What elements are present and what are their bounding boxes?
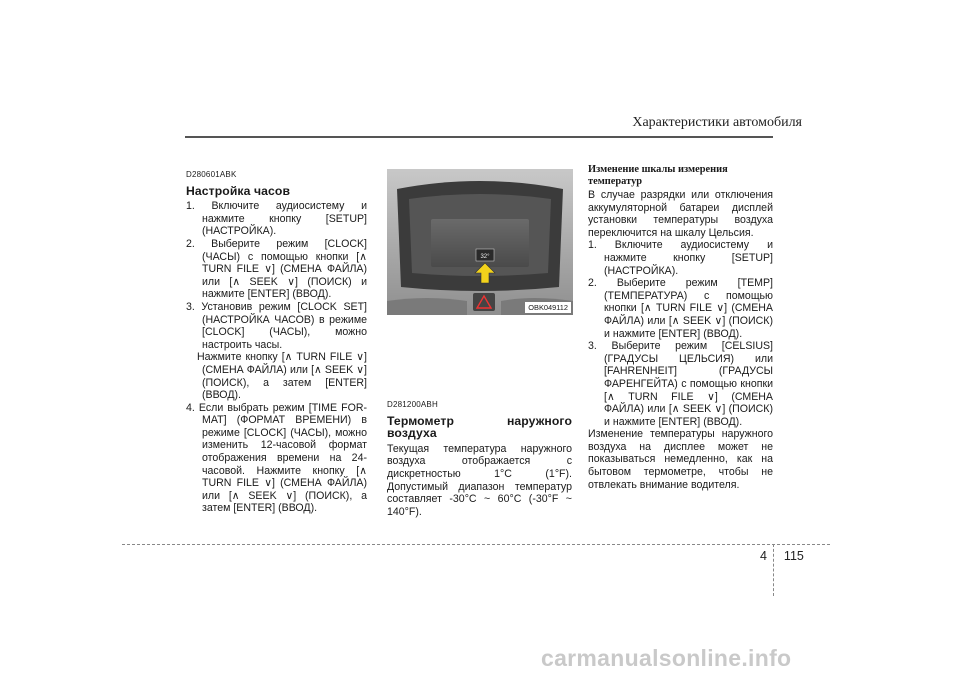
page-value: 115 — [783, 549, 804, 563]
footer-rule — [122, 544, 830, 545]
header-rule — [185, 136, 773, 138]
list-item: 2. Выберите режим [TEMP] (ТЕМПЕРАТУРА) с помощью кнопки [∧ TURN FILE ∨] (СМЕНА ФАЙЛА) или [∧ SEEK ∨] (ПОИСК) и нажмите [ENTER] (ВВОД). — [588, 277, 773, 340]
figure-code: OBK049112 — [525, 302, 571, 313]
scale-section — [588, 164, 773, 491]
display-figure — [387, 169, 573, 315]
scale-heading: Изменение шкалы измерения температур — [588, 164, 728, 187]
watermark-text: carmanualsonline.info — [541, 645, 792, 671]
list-item: 3. Установив режим [CLOCK SET] (НАСТРОЙКА ЧАСОВ) в режиме [CLOCK] (ЧАСЫ), можно настроить часы. — [186, 300, 367, 351]
dashboard-illustration — [387, 169, 573, 315]
clock-section — [186, 169, 367, 515]
section-code: D280601ABK — [186, 170, 237, 179]
list-subitem: Нажмите кнопку [∧ TURN FILE ∨] (СМЕНА ФАЙЛА) или [∧ SEEK ∨] (ПОИСК), а затем [ENTER] (ВВОД). — [197, 351, 367, 402]
thermometer-text: Текущая температура наружного воздуха отображается с дискретностью 1°C (1°F). Допустимый диапазон температур составляет -30°C ~ 60°C (-30°F ~ 140°F). — [387, 442, 572, 518]
scale-intro: В случае разрядки или отключения аккумуляторной батареи дисплей установки температуры воздуха переключится на шкалу Цельсия. — [588, 189, 773, 239]
temperature-value: 32° — [480, 254, 490, 260]
list-item: 4. Если выбрать режим [TIME FOR-MAT] (ФОРМАТ ВРЕМЕНИ) в режиме [CLOCK] (ЧАСЫ), можно изменить 12-часовой формат отображения времени на 24-часовой. Нажмите кнопку [∧ TURN FILE ∨] (СМЕНА ФАЙЛА) или [∧ SEEK ∨] (ПОИСК), а затем [ENTER] (ВВОД). — [186, 401, 367, 515]
list-item: 1. Включите аудиосистему и нажмите кнопку [SETUP] (НАСТРОЙКА). — [186, 200, 367, 238]
section-code: D281200ABH — [387, 400, 438, 409]
thermometer-heading: Термометр наружного воздуха — [387, 413, 572, 441]
section-title: Характеристики автомобиля — [632, 115, 802, 130]
list-item: 3. Выберите режим [CELSIUS] (ГРАДУСЫ ЦЕЛЬСИЯ) или [FAHRENHEIT] (ГРАДУСЫ ФАРЕНГЕЙТА) с помощью кнопки [∧ TURN FILE ∨] (СМЕНА ФАЙЛА) или [∧ SEEK ∨] (ПОИСК) и нажмите [ENTER] (ВВОД). — [588, 340, 773, 428]
thermometer-section — [387, 399, 572, 518]
page-number — [760, 549, 804, 563]
chapter-number: 4 — [760, 549, 767, 563]
list-item: 2. Выберите режим [CLOCK] (ЧАСЫ) с помощью кнопки [∧ TURN FILE ∨] (СМЕНА ФАЙЛА) или [∧ SEEK ∨] (ПОИСК) и нажмите [ENTER] (ВВОД). — [186, 237, 367, 301]
list-item: 1. Включите аудиосистему и нажмите кнопку [SETUP] (НАСТРОЙКА). — [588, 239, 773, 277]
clock-heading: Настройка часов — [186, 183, 291, 198]
scale-outro: Изменение температуры наружного воздуха на дисплее может не показываться немедленно, как на бытовом термометре, чтобы не отвлекать внимание водителя. — [588, 428, 773, 491]
